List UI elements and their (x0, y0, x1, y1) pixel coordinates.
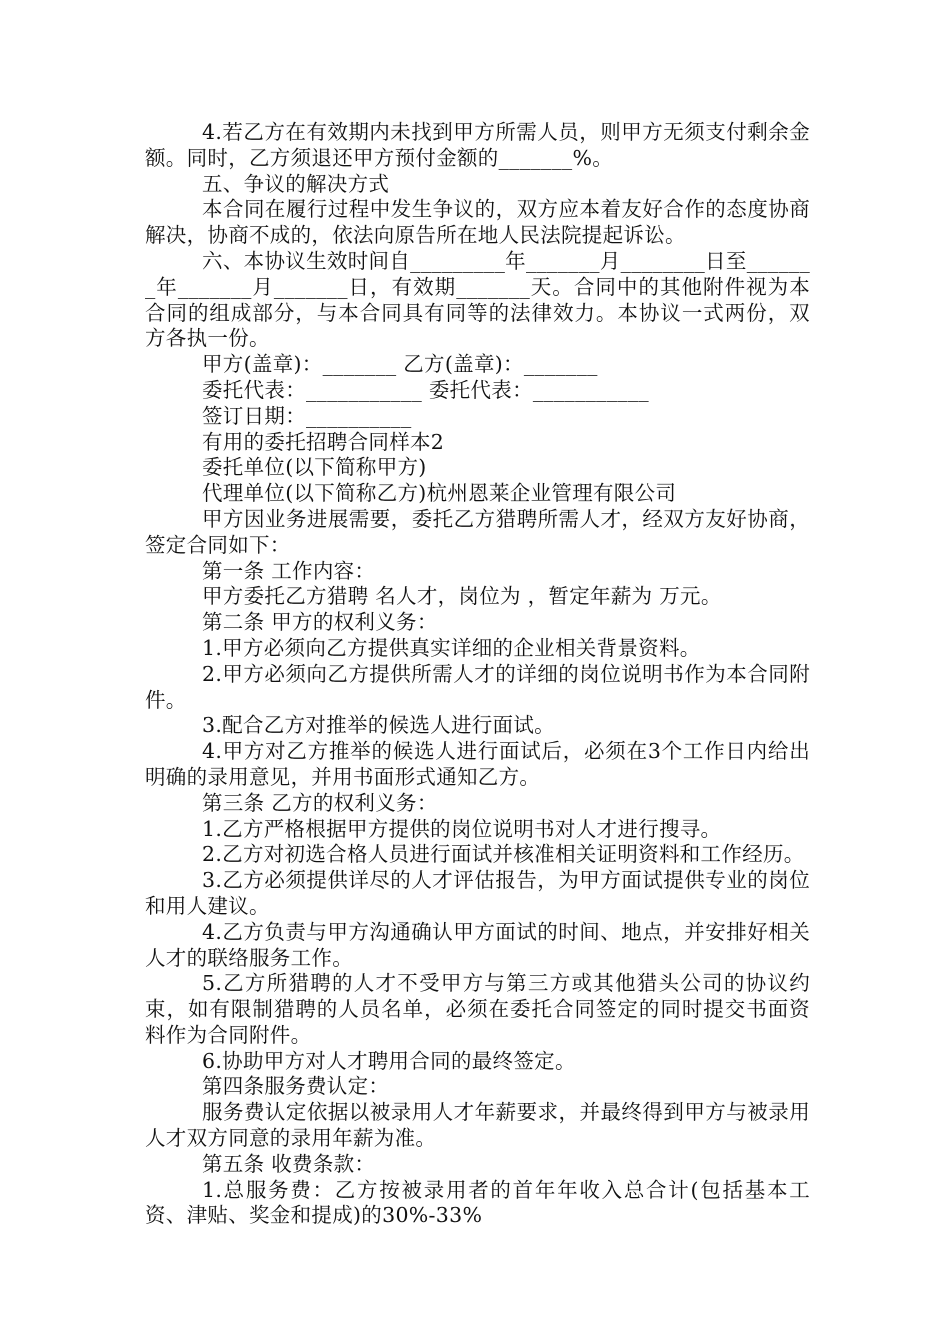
document-body (145, 120, 810, 1229)
signature-line-date: 签订日期：__________ (202, 403, 412, 428)
signature-line-representatives: 委托代表：___________ 委托代表：___________ (202, 377, 649, 402)
sample-title: 有用的委托招聘合同样本2 (202, 429, 445, 454)
article-4-heading: 第四条服务费认定： (202, 1074, 390, 1099)
article-2-item-3: 3.配合乙方对推举的候选人进行面试。 (202, 713, 555, 738)
article-2-item-1: 1.甲方必须向乙方提供真实详细的企业相关背景资料。 (202, 635, 701, 660)
paragraph-preamble: 甲方因业务进展需要，委托乙方猎聘所需人才，经双方友好协商，签定合同如下： (145, 506, 810, 557)
section-heading-dispute: 五、争议的解决方式 (202, 171, 390, 196)
article-2-item-2: 2.甲方必须向乙方提供所需人才的详细的岗位说明书作为本合同附件。 (145, 661, 810, 712)
paragraph-refund-clause: 4.若乙方在有效期内未找到甲方所需人员，则甲方无须支付剩余金额。同时，乙方须退还甲方预付金额的_______%。 (145, 120, 810, 170)
article-1-text: 甲方委托乙方猎聘 名人才，岗位为 ，暂定年薪为 万元。 (202, 584, 722, 609)
article-3-item-5: 5.乙方所猎聘的人才不受甲方与第三方或其他猎头公司的协议约束，如有限制猎聘的人员名单，必须在委托合同签定的同时提交书面资料作为合同附件。 (145, 971, 810, 1047)
party-b-line: 代理单位(以下简称乙方)杭州恩莱企业管理有限公司 (202, 481, 677, 506)
article-3-item-2: 2.乙方对初选合格人员进行面试并核准相关证明资料和工作经历。 (202, 842, 805, 867)
article-2-item-4: 4.甲方对乙方推举的候选人进行面试后，必须在3个工作日内给出明确的录用意见，并用书面形式通知乙方。 (145, 739, 810, 789)
party-a-line: 委托单位(以下简称甲方) (202, 455, 427, 480)
paragraph-dispute: 本合同在履行过程中发生争议的，双方应本着友好合作的态度协商解决，协商不成的，依法向原告所在地人民法院提起诉讼。 (145, 197, 810, 248)
article-3-item-4: 4.乙方负责与甲方沟通确认甲方面试的时间、地点，并安排好相关人才的联络服务工作。 (145, 919, 810, 970)
article-4-text: 服务费认定依据以被录用人才年薪要求，并最终得到甲方与被录用人才双方同意的录用年薪为准。 (145, 1100, 810, 1151)
article-5-item-1: 1.总服务费：乙方按被录用者的首年年收入总合计(包括基本工资、津贴、奖金和提成)的30%-33% (145, 1177, 810, 1228)
article-5-heading: 第五条 收费条款： (202, 1151, 376, 1176)
article-3-item-1: 1.乙方严格根据甲方提供的岗位说明书对人才进行搜寻。 (202, 816, 722, 841)
article-3-item-3: 3.乙方必须提供详尽的人才评估报告，为甲方面试提供专业的岗位和用人建议。 (145, 868, 810, 918)
article-3-item-6: 6.协助甲方对人才聘用合同的最终签定。 (202, 1048, 576, 1073)
paragraph-effective-period: 六、本协议生效时间自_________年_______月________日至_______年_______月_______日，有效期_______天。合同中的其他附件视为本合同的组成部分，与本合同具有同等的法律效力。本协议一式两份，双方各执一份。 (145, 248, 810, 351)
article-1-heading: 第一条 工作内容： (202, 558, 376, 583)
signature-line-parties: 甲方(盖章)：_______ 乙方(盖章)：_______ (202, 352, 598, 377)
article-3-heading: 第三条 乙方的权利义务： (202, 790, 438, 815)
article-2-heading: 第二条 甲方的权利义务： (202, 610, 438, 635)
